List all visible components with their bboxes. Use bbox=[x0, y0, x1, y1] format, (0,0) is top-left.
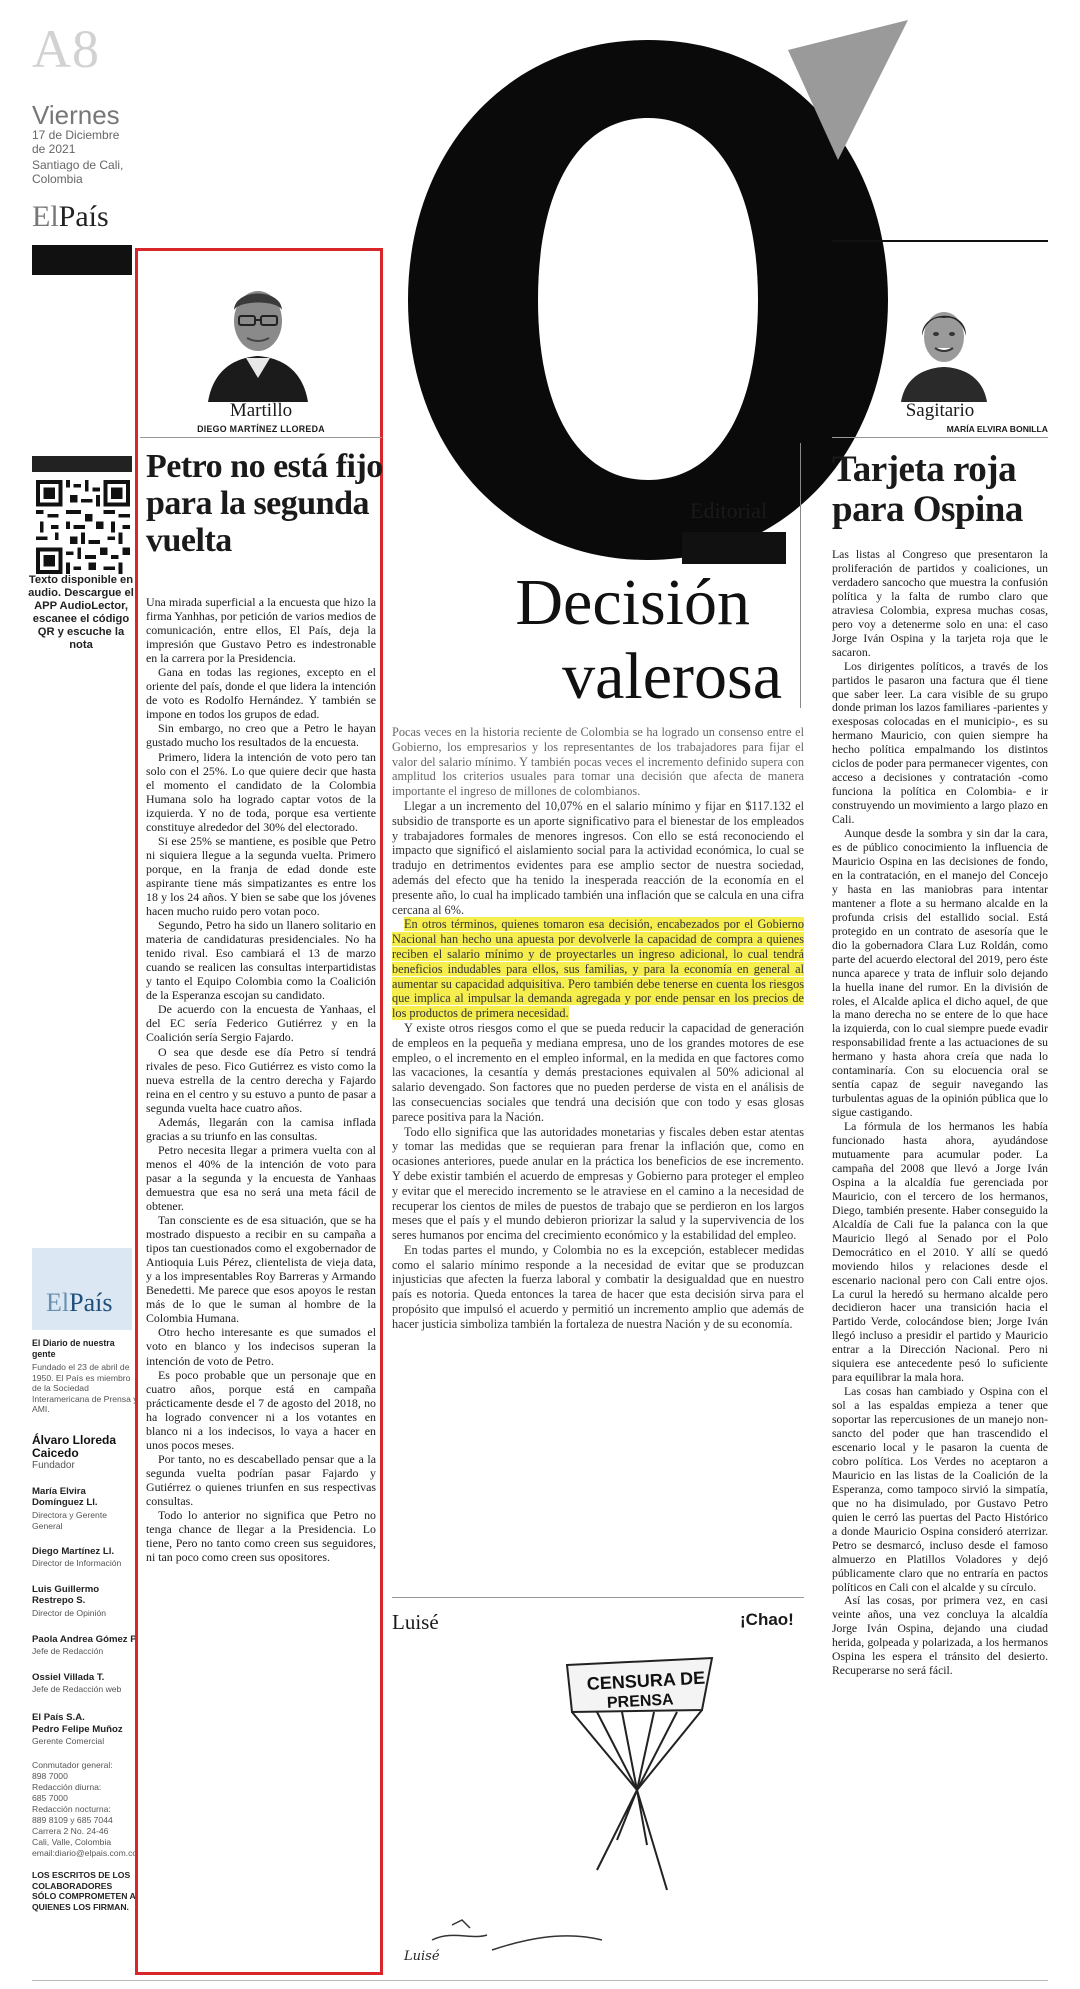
article-paragraph: Primero, lidera la intención de voto pero tan solo con el 25%. Lo que quiere decir que hasta el momento el candidato de la Colombia Humana solo ha logrado captar votos de la izquierda. Y no de toda, porque esa vertiente constituye alrededor del 30% del electorado. bbox=[146, 749, 376, 834]
editorial-paragraph-highlighted bbox=[392, 917, 804, 1021]
staff-role: Director de Opinión bbox=[32, 1608, 107, 1618]
editorial-body bbox=[392, 725, 804, 1332]
divider bbox=[800, 443, 801, 708]
article-paragraph: La fórmula de los hermanos les había funcionado hasta ahora, ayudándose mutuamente para acumular poder. La campaña del 2008 que llevó a Jorge Iván Ospina a la alcaldía fue gerenciada por Mauricio, con el tercero de los hermanos, Diego, también presente. Haber conseguido la Alcaldía de Cali fue la palanca con la que Mauricio llegó al Senado por el Polo Democrático en el 2010. Y allí se quedó moviendo hilos y relaciones desde el escenario nacional pero con Cali entre ojos. La curul la heredó su hermano alcalde pero decidieron hacer una transición hacia el Partido Verde, colocándose bien; Jorge Iván llegó incluso a presidir el partido y Mauricio entrar a la Dirección Nacional. Pero ni siquiera ese antecedente pesó lo suficiente para equilibrar la mala hora. bbox=[832, 1120, 1048, 1385]
contact-line: 685 7000 bbox=[32, 1793, 68, 1803]
editorial-title-line: valerosa bbox=[562, 640, 782, 713]
date-line: Santiago de Cali, bbox=[32, 158, 124, 172]
editorial-lead: Pocas veces en la historia reciente de Colombia se ha logrado un consenso entre el Gobierno, los empresarios y los representantes de los trabajadores para fijar el valor del salario mínimo. Y también pocas veces el incremento definido supera con amplitud los criterios usuales para tomar una decisión que afecta de manera importante el ingreso de millones de colombianos. bbox=[392, 725, 804, 799]
article-body bbox=[832, 548, 1048, 1678]
author-photo-right bbox=[893, 282, 995, 402]
contact-line: Cali, Valle, Colombia bbox=[32, 1837, 112, 1847]
founder-role: Fundador bbox=[32, 1460, 75, 1471]
staff-role: Directora y Gerente General bbox=[32, 1510, 107, 1531]
staff-name: Paola Andrea Gómez P. bbox=[32, 1634, 139, 1645]
contact-line: Redacción diurna: bbox=[32, 1782, 102, 1792]
cartoon-signature: Luisé bbox=[404, 1949, 440, 1964]
column-author: DIEGO MARTÍNEZ LLOREDA bbox=[197, 424, 325, 434]
divider bbox=[32, 1980, 1048, 1981]
editorial-title-line: Decisión bbox=[515, 566, 750, 639]
article-paragraph: Tan consciente es de esa situación, que se ha mostrado dispuesto a recibir en su campaña a tipos tan cuestionados como el exgobernador de Antioquia Luis Pérez, clientelista de vieja data, y a los impresentables Roy Barreras y Armando Benedetti. Me parece que esos apoyos le restan más de lo que le suman al hombre de la Colombia Humana. bbox=[146, 1213, 376, 1326]
article-paragraph: Además, llegarán con la camisa inflada gracias a su triunfo en las consultas. bbox=[146, 1114, 376, 1143]
article-paragraph: Otro hecho interesante es que sumados el voto en blanco y los indecisos superan la intención de voto de Petro. bbox=[146, 1325, 376, 1368]
article-paragraph: Aunque desde la sombra y sin dar la cara, es de público conocimiento la influencia de Mauricio Ospina en las decisiones de fondo, en la contratación, en el manejo del Concejo y hasta en las maniobras para intentar mantener a flote a su hermano alcalde en la profunda crisis del estallido social. Está protegido en un contrato de asesoría que le dio la gobernadora Clara Luz Roldán, como parte del acuerdo electoral del 2019, pero éste nunca aparece y trata de influir solo dejando la huella inane del rumor. En la división de roles, el Alcalde aplica el dicho aquel, de que la mano derecha no se entere de lo que hace la izquierda, con lo cual siempre puede evadir responsabilidad frente a las actuaciones de su hermano y hasta ahora creía que nada lo contaminaría. Con su elocuencia oral se sentía capaz de seguir navegando las turbulentas aguas de la opinión pública que lo sigue castigando. bbox=[832, 827, 1048, 1120]
author-photo-left bbox=[203, 266, 313, 402]
article-headline: Tarjeta roja para Ospina bbox=[832, 449, 1023, 530]
page-number: A8 bbox=[32, 19, 100, 79]
article-paragraph: Sin embargo, no creo que a Petro le hayan gustado mucho los resultados de la encuesta. bbox=[146, 721, 376, 750]
section-label: Editorial bbox=[690, 498, 767, 523]
cartoon-drawing bbox=[392, 1640, 804, 1970]
staff-role: Director de Información bbox=[32, 1558, 122, 1568]
editorial-paragraph: Todo ello significa que las autoridades monetarias y fiscales deben estar atentas y tomar las medidas que se requieran para frenar la inflación que, como en ocasiones anteriores, puede anular en la práctica los beneficios de ese incremento. Y debe existir también el acuerdo de empresas y Gobierno para proteger el empleo y evitar que el merecido incremento se le atraviese en el camino a la necesidad de recuperar los cientos de miles de puestos de trabajo que se perdieron en los largos meses que el país y el mundo debieron priorizar la salud y la supervivencia de los seres humanos por encima del crecimiento económico y la estabilidad del empleo. bbox=[392, 1124, 804, 1243]
masthead-logo bbox=[46, 1288, 112, 1318]
staff-name: Diego Martínez Ll. bbox=[32, 1546, 115, 1557]
date-line: 17 de Diciembre bbox=[32, 128, 120, 142]
article-paragraph: Las listas al Congreso que presentaron la proliferación de partidos y coaliciones, un verdadero sancocho que muestra la confusión política y la falta de rumbo claro que atraviesa Colombia, expresa muchas cosas, pero voy a detenerme solo en una: el caso Jorge Iván Ospina y la tarjeta roja que le sacaron. bbox=[832, 548, 1048, 659]
date-line: Colombia bbox=[32, 172, 83, 186]
editorial-paragraph: En todas partes el mundo, y Colombia no es la excepción, establecer medidas como el salario mínimo responde a la necesidad de evitar que se produzcan injusticias que afecten la fuerza laboral y combatir la desigualdad que en nuestro país es notoria. Queda entonces la tarea de hacer que esta decisión sirva para el propósito que impulsó el acuerdo y permitió un incremento amplio que además de hacer justicia simboliza también la fortaleza de nuestra Nación y de su economía. bbox=[392, 1242, 804, 1331]
highlighted-text: En otros términos, quienes tomaron esa decisión, encabezados por el Gobierno Nacional han hecho una apuesta por devolverle la capacidad de compra a quienes reciben el salario mínimo y de proyectarles un ingreso adicional, lo cual tendrá beneficios indudables para ellos, sus familias, y para la economía en general al aumentar su capacidad adquisitiva. Pero también debe tenerse en cuenta los riesgos que implica al impulsar la demanda agregada y por ende pensar en los precios de los productos de primera necesidad. bbox=[392, 917, 804, 1021]
contact-line: 889 8109 y 685 7044 bbox=[32, 1815, 113, 1825]
section-bar bbox=[32, 245, 132, 275]
article-paragraph: Así las cosas, por primera vez, en casi veinte años, una vez concluya la alcaldía Jorge Iván Ospina, dejando una ciudad herida, golpeada y polarizada, a los hermanos Ospina les espera el tránsito del desierto. Recuperarse no será fácil. bbox=[832, 1594, 1048, 1678]
section-bar bbox=[32, 456, 132, 472]
article-paragraph: O sea que desde ese día Petro sí tendrá rivales de peso. Fico Gutiérrez es visto como la nueva estrella de la centro derecha y Fajardo reina en el centro y su estuvo a punto de pasar a segunda vuelta hace cuatro años. bbox=[146, 1044, 376, 1115]
company-name: El País S.A. bbox=[32, 1712, 85, 1723]
cartoonist-name: Luisé bbox=[392, 1610, 439, 1634]
staff-role: Jefe de Redacción bbox=[32, 1646, 104, 1656]
masthead-logo-el: El bbox=[46, 1288, 70, 1317]
divider bbox=[832, 240, 1048, 242]
qr-caption: Texto disponible en audio. Descargue el APP AudioLector, escanee el código QR y escuche la nota bbox=[28, 574, 134, 651]
article-paragraph: Segundo, Petro ha sido un llanero solitario en materia de candidaturas presidenciales. No ha tenido rival. Eso cambiará el 13 de marzo cuando se realicen las consultas interpartidistas y tanto el Equipo Colombia como la Coalición de la Esperanza escojan su candidato. bbox=[146, 918, 376, 1003]
contact-line: Carrera 2 No. 24-46 bbox=[32, 1826, 109, 1836]
article-body bbox=[146, 595, 376, 1564]
founder-name: Álvaro Lloreda Caicedo bbox=[32, 1433, 117, 1460]
article-paragraph: Es poco probable que un personaje que en cuatro años, porque está en campaña prácticamente desde el 7 de agosto del 2018, no ha logrado convencer ni a los votantes en blanco ni a los indecisos, lo vaya a hacer en unos pocos meses. bbox=[146, 1367, 376, 1452]
disclaimer: LOS ESCRITOS DE LOS COLABORADORES SÓLO COMPROMETEN A QUIENES LOS FIRMAN. bbox=[32, 1870, 136, 1912]
article-paragraph: Si ese 25% se mantiene, es posible que Petro ni siquiera llegue a la segunda vuelta. Primero porque, en la franja de edad donde este aspirante tiene más simpatizantes es entre los 18 y los 24 años. Y bien se sabe que los jóvenes hacen mucho ruido pero votan poco. bbox=[146, 833, 376, 919]
cartoon-title: ¡Chao! bbox=[740, 1610, 794, 1629]
article-paragraph: Los dirigentes políticos, a través de los partidos le pasaron una factura que él tiene que saber leer. La cara visible de su grupo donde priman los lazos familiares -parientes y exesposas colocadas en el municipio-, es su hermano Mauricio, con quien siempre ha hecho política empalmando los distintos ciclos de poder para permanecer vigentes, con acceso a decisiones y contratación -como funciona la política en Colombia- e ir construyendo un movimiento a largo plazo en Cali. bbox=[832, 659, 1048, 827]
masthead-founded: Fundado el 23 de abril de 1950. El País es miembro de la Sociedad Interamericana de Prensa y AMI. bbox=[32, 1362, 138, 1415]
contact-line: 898 7000 bbox=[32, 1771, 68, 1781]
logo-el: El bbox=[32, 200, 59, 233]
contact-line: Conmutador general: bbox=[32, 1760, 113, 1770]
staff-name: María Elvira Domínguez Ll. bbox=[32, 1486, 98, 1508]
staff-role: Jefe de Redacción web bbox=[32, 1684, 122, 1694]
staff-name: Luis Guillermo Restrepo S. bbox=[32, 1584, 100, 1606]
weekday: Viernes bbox=[32, 100, 120, 130]
column-name: Martillo bbox=[229, 400, 293, 421]
qr-code[interactable] bbox=[36, 480, 130, 574]
masthead-tagline: El Diario de nuestra gente bbox=[32, 1338, 115, 1359]
column-author: MARÍA ELVIRA BONILLA bbox=[946, 424, 1048, 434]
divider bbox=[392, 1597, 804, 1598]
newspaper-logo bbox=[32, 200, 109, 234]
article-headline: Petro no está fijo para la segunda vuelta bbox=[146, 448, 383, 559]
divider bbox=[140, 437, 382, 438]
article-paragraph: Por tanto, no es descabellado pensar que a la segunda vuelta podrían pasar Fajardo y Gutiérrez o quienes triunfen en sus respectivas consultas. bbox=[146, 1451, 376, 1508]
article-paragraph: Todo lo anterior no significa que Petro no tenga chance de llegar a la Presidencia. Lo tiene, Pero no tanto como creen sus seguidores, ni tan poco como creen sus opositores. bbox=[146, 1508, 376, 1565]
contact-line: Redacción nocturna: bbox=[32, 1804, 111, 1814]
article-paragraph: Una mirada superficial a la encuesta que hizo la firma Yanhhas, por petición de varios medios de comunicación, entre ellos, El País, deja la impresión que Gustavo Petro es indestronable en la carrera por la Presidencia. bbox=[146, 595, 376, 666]
article-paragraph: De acuerdo con la encuesta de Yanhaas, el del EC sería Federico Gutiérrez y en la Coalición sería Sergio Fajardo. bbox=[146, 1002, 376, 1045]
date-line: de 2021 bbox=[32, 142, 76, 156]
cartoon-sign-line2: PRENSA bbox=[606, 1691, 675, 1712]
divider bbox=[832, 437, 1048, 438]
section-bar bbox=[682, 532, 786, 564]
staff-name: Ossiel Villada T. bbox=[32, 1672, 105, 1683]
editorial-paragraph: Y existe otros riesgos como el que se pueda reducir la capacidad de generación de empleos en la pequeña y mediana empresa, uno de los grandes motores de ese empleo, o el incremento en el empleo informal, en la medida en que factores como las vacaciones, la cesantía y demás prestaciones equivalen al 50% adicional al salario devengado. Son factores que no pueden perderse de vista en el análisis de las consecuencias sociales que tendrá una decisión que con todo y esas glosas parece positiva para la Nación. bbox=[392, 1020, 804, 1124]
cartoon-sign-line1: CENSURA DE bbox=[586, 1667, 706, 1694]
company-exec: Pedro Felipe Muñoz bbox=[32, 1724, 123, 1735]
article-paragraph: Petro necesita llegar a primera vuelta con al menos el 40% de la intención de voto para pasar a la segunda y la encuesta de Yanhaas demuestra que esa no será una meta fácil de obtener. bbox=[146, 1142, 376, 1214]
masthead-logo-pais: País bbox=[69, 1288, 113, 1317]
company-exec-role: Gerente Comercial bbox=[32, 1736, 105, 1746]
logo-pais: País bbox=[58, 200, 109, 233]
editorial-title bbox=[392, 566, 782, 714]
editorial-paragraph: Llegar a un incremento del 10,07% en el salario mínimo y fijar en $117.132 el subsidio de transporte es un aporte significativo para el bienestar de los empleados y trabajadores formales de menores ingresos. Con ello se está reconociendo el impacto que significó el aislamiento social para la actividad económica, lo cual se tradujo en detrimentos evidentes para ese amplio sector de nuestra sociedad, además del efecto que ha tenido la inesperada reacción de la economía en el presente año, lo cual ha implicado también una inflación que se calcula en una cifra cercana al 6%. bbox=[392, 798, 804, 917]
article-paragraph: Gana en todas las regiones, excepto en el oriente del país, donde el que lidera la intención de voto es Rodolfo Hernández. Y también se impone en todos los grupos de edad. bbox=[146, 665, 376, 722]
article-paragraph: Las cosas han cambiado y Ospina con el sol a las espaldas empieza a tener que soportar las repercusiones de un manejo non-sancto del poder que han trascendido el escenario local y le pasaron la cuenta de cobro política. Los Verdes no aceptaron a Mauricio en las listas de la Coalición de la Esperanza, como tampoco sirvió la simpatía, que no ha disimulado, por Gustavo Petro quien le cerró las puertas del Pacto Histórico a donde Mauricio Ospina consideró aterrizar. Petro se desmarcó, incluso desde el famoso almuerzo en Platillos Voladores y dejó públicamente claro que no entraría en pactos políticos en Cali con el alcalde y su círculo. bbox=[832, 1385, 1048, 1594]
column-name: Sagitario bbox=[905, 400, 975, 421]
contact-email[interactable]: email:diario@elpais.com.co bbox=[32, 1848, 138, 1858]
